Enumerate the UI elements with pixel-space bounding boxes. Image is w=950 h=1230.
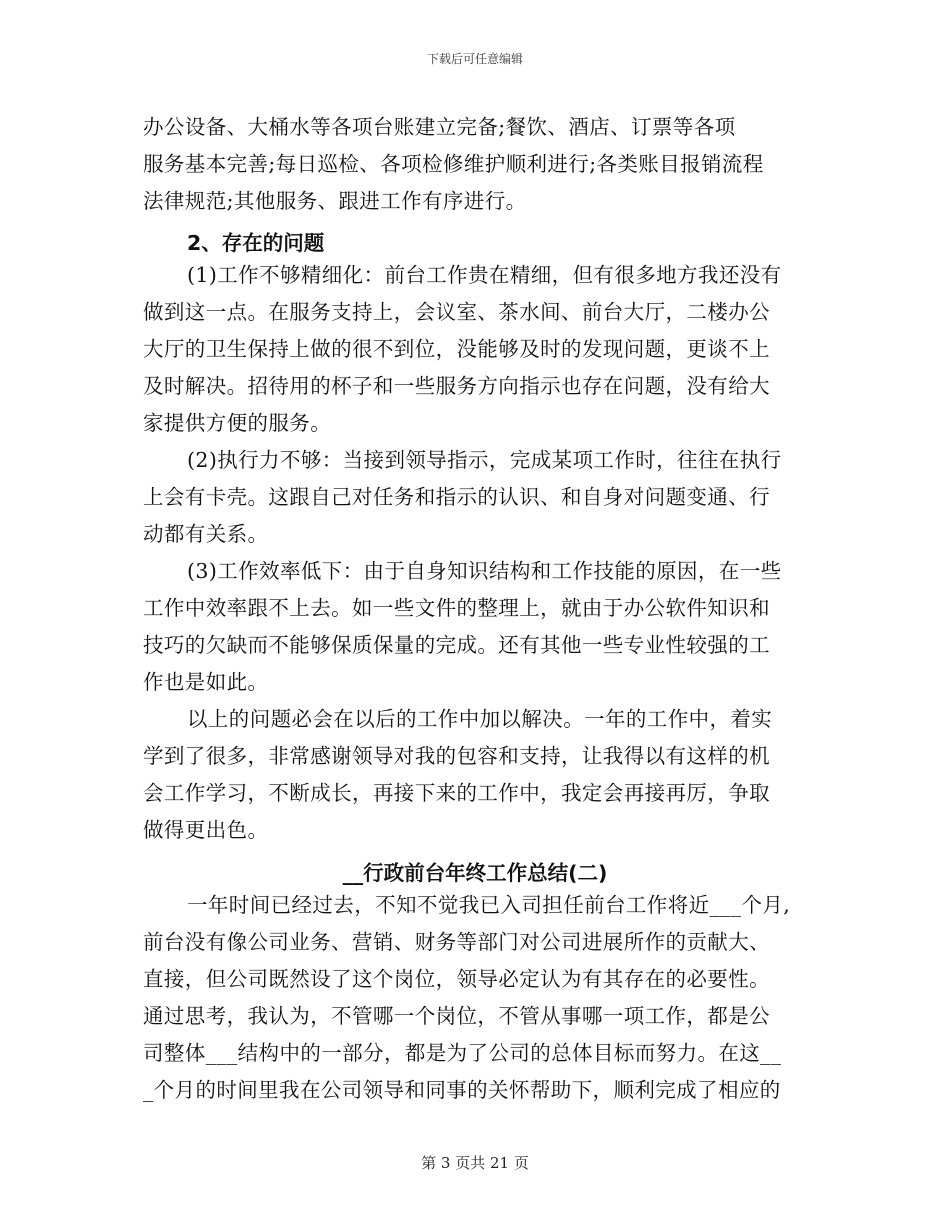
section-heading: 2、存在的问题 — [187, 231, 325, 255]
paragraph-line: 办公设备、大桶水等各项台账建立完备;餐饮、酒店、订票等各项 — [143, 115, 736, 139]
section-title: __行政前台年终工作总结(二) — [342, 861, 608, 885]
paragraph-line: 会工作学习，不断成长，再接下来的工作中，我定会再接再厉，争取 — [143, 781, 770, 805]
page-footer: 第 3 页共 21 页 — [421, 1154, 529, 1172]
paragraph-line: _个月的时间里我在公司领导和同事的关怀帮助下，顺利完成了相应的 — [143, 1078, 781, 1102]
paragraph-line: 工作中效率跟不上去。如一些文件的整理上，就由于办公软件知识和 — [143, 596, 770, 620]
paragraph-line: 通过思考，我认为，不管哪一个岗位，不管从事哪一项工作，都是公 — [143, 1004, 770, 1028]
paragraph-line: 大厅的卫生保持上做的很不到位，没能够及时的发现问题，更谈不上 — [143, 337, 770, 361]
page-header: 下载后可任意编辑 — [426, 52, 523, 66]
paragraph-line: 家提供方便的服务。 — [143, 411, 332, 435]
paragraph-line: 法律规范;其他服务、跟进工作有序进行。 — [143, 189, 527, 213]
paragraph-line: 服务基本完善;每日巡检、各项检修维护顺利进行;各类账目报销流程 — [143, 152, 764, 176]
paragraph-line: 一年时间已经过去，不知不觉我已入司担任前台工作将近___个月, — [187, 893, 791, 917]
paragraph-line: 动都有关系。 — [143, 522, 269, 546]
paragraph-line: 技巧的欠缺而不能够保质保量的完成。还有其他一些专业性较强的工 — [143, 633, 770, 657]
paragraph-line: 作也是如此。 — [143, 670, 269, 694]
paragraph-line: 司整体___结构中的一部分，都是为了公司的总体目标而努力。在这__ — [143, 1041, 782, 1065]
paragraph-line: (2)执行力不够：当接到领导指示，完成某项工作时，往往在执行 — [187, 448, 782, 472]
paragraph-line: 以上的问题必会在以后的工作中加以解决。一年的工作中，着实 — [187, 707, 773, 731]
paragraph-line: 做得更出色。 — [143, 818, 269, 842]
paragraph-line: 直接，但公司既然设了这个岗位，领导必定认为有其存在的必要性。 — [143, 967, 770, 991]
paragraph-line: 及时解决。招待用的杯子和一些服务方向指示也存在问题，没有给大 — [143, 374, 770, 398]
paragraph-line: 做到这一点。在服务支持上，会议室、茶水间、前台大厅，二楼办公 — [143, 300, 770, 324]
paragraph-line: 上会有卡壳。这跟自己对任务和指示的认识、和自身对问题变通、行 — [143, 485, 770, 509]
paragraph-line: 前台没有像公司业务、营销、财务等部门对公司进展所作的贡献大、 — [143, 930, 770, 954]
paragraph-line: (1)工作不够精细化：前台工作贵在精细，但有很多地方我还没有 — [187, 263, 782, 287]
paragraph-line: (3)工作效率低下：由于自身知识结构和工作技能的原因，在一些 — [187, 559, 782, 583]
paragraph-line: 学到了很多，非常感谢领导对我的包容和支持，让我得以有这样的机 — [143, 744, 770, 768]
